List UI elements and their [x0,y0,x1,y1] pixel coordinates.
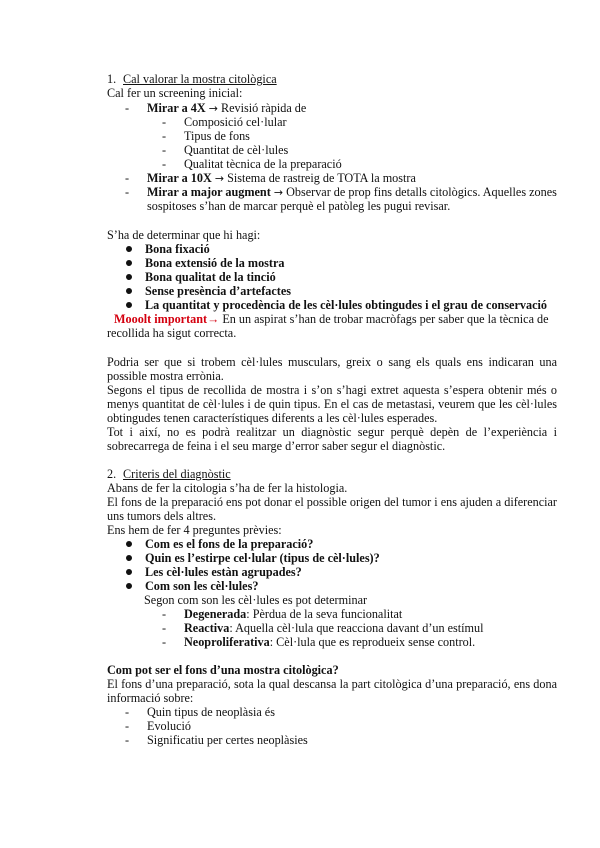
paragraph: Abans de fer la citologia s’ha de fer la histologia. [107,481,348,495]
list-item-10x: - Mirar a 10X → Sistema de rastreig de TOTA la mostra [125,171,416,185]
paragraph: uns tumors dels altres. [107,509,216,523]
bullet-item: Bona extensió de la mostra [126,256,284,270]
sub-item: - Qualitat tècnica de la preparació [162,157,342,171]
cell-type-item: - Reactiva: Aquella cèl·lula que reacciona davant d’un estímul [162,621,484,635]
screening-intro: Cal fer un screening inicial: [107,86,243,100]
paragraph: El fons d’una preparació, sota la qual descansa la part citològica d’una preparació, ens dona [107,677,557,691]
paragraph: obtingudes tenen característiques diferents a les cèl·lules esperades. [107,411,438,425]
section-1-number: 1. [107,72,117,86]
info-item: - Quin tipus de neoplàsia és [125,705,275,719]
sub-item: - Quantitat de cèl·lules [162,143,289,157]
sub-item: - Tipus de fons [162,129,250,143]
list-item-major-cont: sospitoses s’han de marcar perquè el patòleg les pugui revisar. [147,199,451,213]
question-item: Com son les cèl·lules? [126,579,258,593]
bullet-item: La quantitat y procedència de les cèl·lules obtingudes i el grau de conservació [126,298,547,312]
cell-type-item: - Neoproliferativa: Cèl·lula que es reprodueix sense control. [162,635,476,649]
section-1-heading: Cal valorar la mostra citològica [123,72,277,86]
paragraph: Segons el tipus de recollida de mostra i s’on s’hagi extret aquesta s’espera obtenir més o [107,383,557,397]
important-note: Mooolt important→ En un aspirat s’han de trobar macròfags per saber que la tècnica de [114,312,549,326]
section-2-number: 2. [107,467,117,481]
paragraph: Tot i així, no es podrà realitzar un diagnòstic segur perquè depèn de l’experiència i [107,425,557,439]
determine-intro: S’ha de determinar que hi hagi: [107,228,261,242]
cell-type-item: - Degenerada: Pèrdua de la seva funcionalitat [162,607,403,621]
list-item-major: - Mirar a major augment → Observar de prop fins detalls citològics. Aquelles zones [125,185,557,199]
question-item: Quin es l’estirpe cel·lular (tipus de cèl·lules)? [126,551,380,565]
important-note-cont: recollida ha sigut correcta. [107,326,237,340]
list-item-4x: - Mirar a 4X → Revisió ràpida de [125,101,307,115]
bullet-item: Sense presència d’artefactes [126,284,291,298]
section-2-heading: Criteris del diagnòstic [123,467,231,481]
paragraph: El fons de la preparació ens pot donar el possible origen del tumor i ens ajuden a diferenciar [107,495,557,509]
question-item: Les cèl·lules estàn agrupades? [126,565,302,579]
bullet-item: Bona qualitat de la tinció [126,270,276,284]
question-item: Com es el fons de la preparació? [126,537,313,551]
sub-heading: Com pot ser el fons d’una mostra citològica? [107,663,339,677]
info-item: - Evolució [125,719,192,733]
paragraph: sobrecarrega de feina i el seu marge d’error saber segur el diagnòstic. [107,439,446,453]
info-item: - Significatiu per certes neoplàsies [125,733,308,747]
cells-intro: Segon com son les cèl·lules es pot determinar [144,593,368,607]
paragraph: possible mostra errònia. [107,369,224,383]
bullet-item: Bona fixació [126,242,210,256]
paragraph: Ens hem de fer 4 preguntes prèvies: [107,523,282,537]
paragraph: menys quantitat de cèl·lules i de quin tipus. En el cas de metastasi, veurem que les cèl·lules [107,397,557,411]
paragraph: Podria ser que si trobem cèl·lules musculars, greix o sang els quals ens indicaran una [107,355,557,369]
sub-item: - Composició cel·lular [162,115,287,129]
paragraph: informació sobre: [107,691,194,705]
